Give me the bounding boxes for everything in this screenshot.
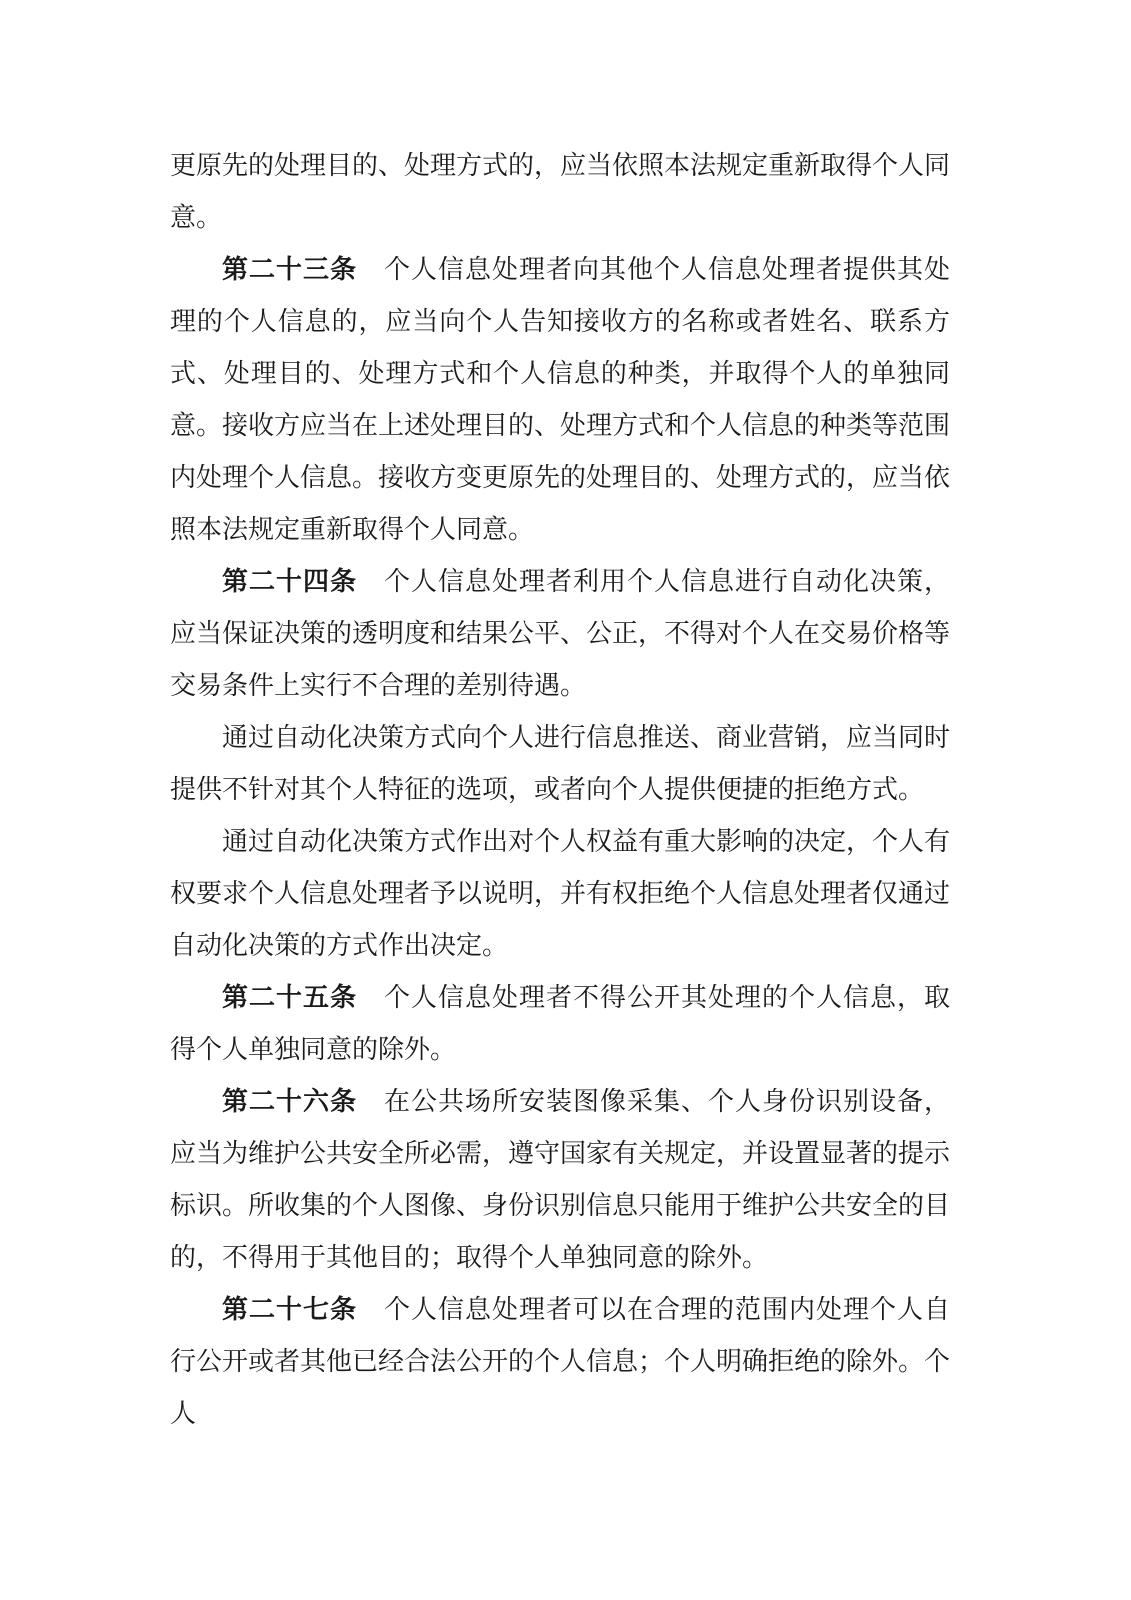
paragraph-text: 更原先的处理目的、处理方式的，应当依照本法规定重新取得个人同意。 xyxy=(170,151,951,233)
article-24-clause-3 xyxy=(170,816,950,972)
paragraph-text: 个人信息处理者不得公开其处理的个人信息，取得个人单独同意的除外。 xyxy=(170,983,950,1065)
paragraph-text: 通过自动化决策方式向个人进行信息推送、商业营销，应当同时提供不针对其个人特征的选项，或者向个人提供便捷的拒绝方式。 xyxy=(170,723,951,805)
paragraph-text: 个人信息处理者向其他个人信息处理者提供其处理的个人信息的，应当向个人告知接收方的名称或者姓名、联系方式、处理目的、处理方式和个人信息的种类，并取得个人的单独同意。接收方应当在上述处理目的、处理方式和个人信息的种类等范围内处理个人信息。接收方变更原先的处理目的、处理方式的，应当依照本法规定重新取得个人同意。 xyxy=(170,255,951,545)
article-25 xyxy=(170,972,950,1076)
paragraph-text: 个人信息处理者利用个人信息进行自动化决策，应当保证决策的透明度和结果公平、公正，不得对个人在交易价格等交易条件上实行不合理的差别待遇。 xyxy=(170,567,951,701)
article-number: 第二十七条 xyxy=(222,1295,357,1325)
paragraph-text: 通过自动化决策方式作出对个人权益有重大影响的决定，个人有权要求个人信息处理者予以说明，并有权拒绝个人信息处理者仅通过自动化决策的方式作出决定。 xyxy=(170,827,951,961)
article-24 xyxy=(170,556,950,712)
article-27 xyxy=(170,1284,950,1440)
article-24-clause-2 xyxy=(170,712,950,816)
article-26 xyxy=(170,1076,950,1284)
paragraph-text: 个人信息处理者可以在合理的范围内处理个人自行公开或者其他已经合法公开的个人信息；个人明确拒绝的除外。个人 xyxy=(170,1295,951,1429)
law-text-body xyxy=(170,140,950,1440)
article-number: 第二十五条 xyxy=(222,983,357,1013)
paragraph-continuation xyxy=(170,140,950,244)
article-23 xyxy=(170,244,950,556)
article-number: 第二十六条 xyxy=(222,1087,357,1117)
article-number: 第二十四条 xyxy=(222,567,357,597)
paragraph-text: 在公共场所安装图像采集、个人身份识别设备，应当为维护公共安全所必需，遵守国家有关规定，并设置显著的提示标识。所收集的个人图像、身份识别信息只能用于维护公共安全的目的，不得用于其他目的；取得个人单独同意的除外。 xyxy=(170,1087,951,1273)
article-number: 第二十三条 xyxy=(222,255,357,285)
